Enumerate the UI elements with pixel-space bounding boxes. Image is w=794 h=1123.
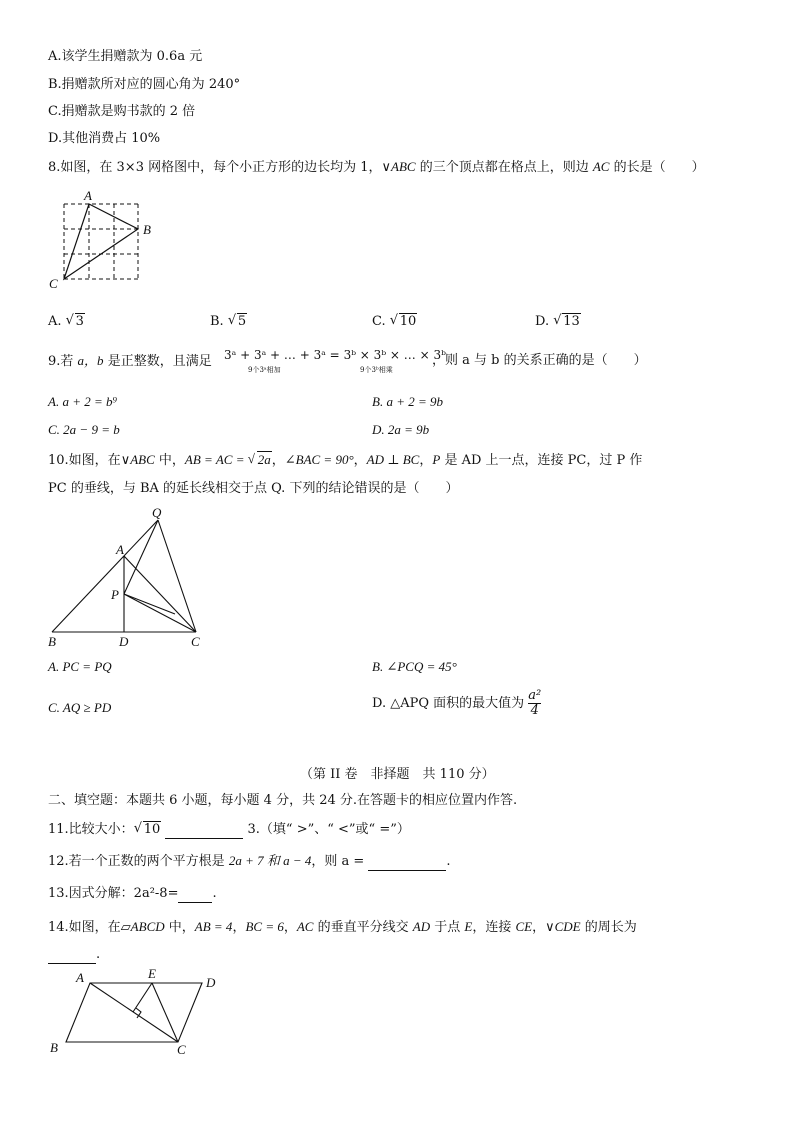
q8-option-d: D. √ 13 [535, 313, 581, 331]
q11-answer-blank[interactable] [165, 826, 243, 839]
q14-parallelogram-figure [44, 966, 234, 1058]
q14-label-a: A [76, 970, 84, 985]
q10-stem-line1: 10.如图，在∨ABC 中，AB = AC = √ 2a，∠BAC = 90°，AD ⊥ BC，P 是 AD 上一点，连接 PC，过 P 作 [48, 451, 642, 470]
q10-label-p: P [111, 587, 119, 602]
q14-answer-blank[interactable] [48, 951, 96, 964]
q10-option-d: D. △APQ 面积的最大值为 $\frac{\text{a²}}{4}$ [372, 688, 542, 718]
q10-label-q: Q [152, 505, 162, 520]
q8-label-a: A [84, 188, 92, 203]
q14-stem-line2: . [48, 946, 100, 964]
q9-expression: 3ᵃ + 3ᵃ + … + 3ᵃ = 3ᵇ × 3ᵇ × … × 3ᵇ [224, 348, 446, 362]
q10-label-a: A [116, 542, 124, 557]
q8-label-b: B [143, 222, 151, 237]
q14-label-e: E [148, 966, 156, 981]
q7-option-d: D.其他消费占 10% [48, 131, 161, 146]
q7-option-b: B.捐赠款所对应的圆心角为 240° [48, 77, 241, 92]
q9-option-a: A. a + 2 = b⁹ [48, 394, 118, 409]
q14-label-d: D [206, 975, 216, 990]
q9-under-left: 9个3ᵃ相加 [248, 366, 281, 374]
section-intro: 二、填空题：本题共 6 小题，每小题 4 分，共 24 分.在答题卡的相应位置内作答. [48, 793, 518, 808]
q9-under-right: 9个3ᵇ相乘 [360, 366, 393, 374]
q10-option-c: C. AQ ≥ PD [48, 700, 112, 715]
q8-stem: 8.如图，在 3×3 网格图中，每个小正方形的边长均为 1，∨ABC 的三个顶点都在格点上，则边 AC 的长是（ ） [48, 159, 705, 175]
q9-stem-end: ，则 a 与 b 的关系正确的是（ ） [432, 353, 647, 368]
q14-stem-line1: 14.如图，在▱ABCD 中，AB = 4，BC = 6，AC 的垂直平分线交 AD 于点 E，连接 CE，∨CDE 的周长为 [48, 919, 637, 935]
q8-grid-figure [44, 188, 164, 292]
section-title: （第 II 卷 非择题 共 110 分） [300, 767, 495, 782]
q10-stem-line2: PC 的垂线，与 BA 的延长线相交于点 Q. 下列的结论错误的是（ ） [48, 481, 459, 496]
q13-stem: 13.因式分解：2a²-8= . [48, 886, 217, 901]
q9-option-d: D. 2a = 9b [372, 422, 430, 437]
q9-option-b: B. a + 2 = 9b [372, 394, 443, 409]
q10-label-d: D [119, 634, 129, 649]
q9-stem: 9.若 a，b 是正整数，且满足 [48, 353, 212, 369]
q7-option-a: A.该学生捐赠款为 0.6a 元 [48, 49, 203, 64]
q8-label-c: C [49, 276, 58, 291]
q8-option-a: A. √ 3 [48, 313, 85, 331]
q10-option-a: A. PC = PQ [48, 659, 112, 674]
q9-option-c: C. 2a − 9 = b [48, 422, 120, 437]
q10-option-b: B. ∠PCQ = 45° [372, 659, 457, 674]
q10-option-d-fraction: $\frac{\text{a²}}{4}$ [528, 688, 542, 718]
q12-stem: 12.若一个正数的两个平方根是 2a + 7 和 a − 4，则 a = . [48, 853, 451, 869]
q11-stem: 11.比较大小：√ 10 3.（填“ >”、“ <”或“ =”） [48, 821, 410, 839]
q12-answer-blank[interactable] [368, 858, 446, 871]
q7-option-c: C.捐赠款是购书款的 2 倍 [48, 104, 196, 119]
q10-label-b: B [48, 634, 56, 649]
q14-label-c: C [177, 1042, 186, 1057]
q10-triangle-figure [44, 504, 214, 650]
q13-answer-blank[interactable] [178, 890, 212, 903]
q8-option-c: C. √ 10 [372, 313, 417, 331]
q10-label-c: C [191, 634, 200, 649]
q8-option-b: B. √ 5 [210, 313, 247, 331]
q14-label-b: B [50, 1040, 58, 1055]
